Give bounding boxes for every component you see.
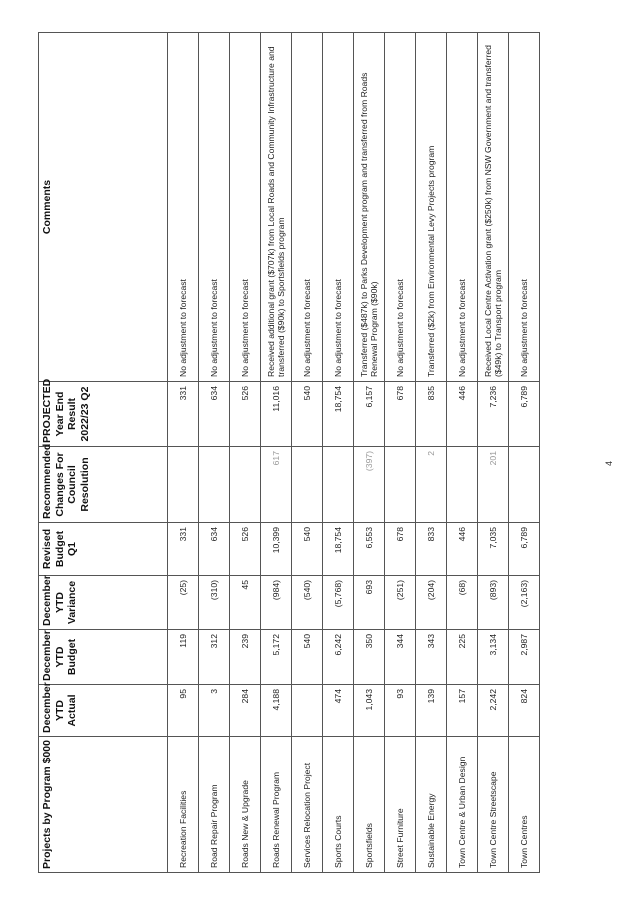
cell-recommended [230, 447, 261, 523]
header-ytd-actual: December YTD Actual [39, 685, 168, 737]
header-recommended: Recommended Changes For Council Resolution [39, 447, 168, 523]
cell-ytd-budget: 540 [292, 630, 323, 685]
cell-comments: No adjustment to forecast [509, 33, 540, 382]
cell-comments: Received additional grant ($707k) from Local Roads and Community Infrastructure and transferred ($90k) to Sportsfields program [261, 33, 292, 382]
cell-ytd-budget: 343 [416, 630, 447, 685]
cell-ytd-variance: (5,768) [323, 576, 354, 630]
header-comments: Comments [39, 33, 168, 382]
cell-ytd-actual: 284 [230, 685, 261, 737]
cell-ytd-variance: (893) [478, 576, 509, 630]
cell-projected: 540 [292, 382, 323, 447]
cell-comments: Transferred ($487k) to Parks Development program and transferred from Roads Renewal Program ($90k) [354, 33, 385, 382]
cell-ytd-variance: 45 [230, 576, 261, 630]
cell-recommended [385, 447, 416, 523]
cell-ytd-actual: 157 [447, 685, 478, 737]
cell-project: Sportsfields [354, 737, 385, 873]
cell-ytd-actual: 93 [385, 685, 416, 737]
cell-comments: No adjustment to forecast [230, 33, 261, 382]
cell-ytd-budget: 350 [354, 630, 385, 685]
cell-revised-budget: 7,035 [478, 523, 509, 576]
cell-project: Town Centres [509, 737, 540, 873]
cell-comments: Transferred ($2k) from Environmental Levy Projects program [416, 33, 447, 382]
cell-recommended: 201 [478, 447, 509, 523]
cell-ytd-actual: 95 [168, 685, 199, 737]
cell-projected: 835 [416, 382, 447, 447]
table-row [478, 33, 509, 873]
cell-recommended [199, 447, 230, 523]
cell-comments: Received Local Centre Activation grant ($250k) from NSW Government and transferred ($49k) to Transport program [478, 33, 509, 382]
cell-revised-budget: 526 [230, 523, 261, 576]
cell-revised-budget: 540 [292, 523, 323, 576]
cell-ytd-variance: (25) [168, 576, 199, 630]
cell-ytd-actual [292, 685, 323, 737]
cell-revised-budget: 634 [199, 523, 230, 576]
cell-comments: No adjustment to forecast [168, 33, 199, 382]
cell-recommended: 2 [416, 447, 447, 523]
cell-ytd-budget: 2,987 [509, 630, 540, 685]
cell-project: Roads New & Upgrade [230, 737, 261, 873]
header-projected: PROJECTED Year End Result 2022/23 Q2 [39, 382, 168, 447]
table-row [385, 33, 416, 873]
cell-revised-budget: 446 [447, 523, 478, 576]
cell-recommended [292, 447, 323, 523]
table-row [199, 33, 230, 873]
cell-ytd-budget: 239 [230, 630, 261, 685]
cell-projected: 446 [447, 382, 478, 447]
cell-comments: No adjustment to forecast [199, 33, 230, 382]
cell-comments: No adjustment to forecast [447, 33, 478, 382]
header-ytd-budget: December YTD Budget [39, 630, 168, 685]
cell-projected: 526 [230, 382, 261, 447]
cell-projected: 678 [385, 382, 416, 447]
cell-ytd-actual: 824 [509, 685, 540, 737]
cell-ytd-variance: (68) [447, 576, 478, 630]
cell-recommended [323, 447, 354, 523]
cell-ytd-variance: 693 [354, 576, 385, 630]
cell-ytd-variance: (2,163) [509, 576, 540, 630]
cell-recommended [168, 447, 199, 523]
cell-revised-budget: 678 [385, 523, 416, 576]
table-row [416, 33, 447, 873]
cell-ytd-variance: (251) [385, 576, 416, 630]
cell-project: Town Centre Streetscape [478, 737, 509, 873]
cell-ytd-actual: 474 [323, 685, 354, 737]
cell-project: Sustainable Energy [416, 737, 447, 873]
cell-projected: 7,236 [478, 382, 509, 447]
cell-ytd-budget: 344 [385, 630, 416, 685]
cell-recommended [509, 447, 540, 523]
cell-recommended: 617 [261, 447, 292, 523]
cell-project: Town Centre & Urban Design [447, 737, 478, 873]
cell-recommended: (397) [354, 447, 385, 523]
cell-recommended [447, 447, 478, 523]
cell-projected: 634 [199, 382, 230, 447]
cell-revised-budget: 10,399 [261, 523, 292, 576]
cell-ytd-budget: 3,134 [478, 630, 509, 685]
table-row [292, 33, 323, 873]
table-row [447, 33, 478, 873]
cell-ytd-variance: (984) [261, 576, 292, 630]
cell-ytd-budget: 6,242 [323, 630, 354, 685]
cell-ytd-variance: (310) [199, 576, 230, 630]
cell-project: Street Furniture [385, 737, 416, 873]
cell-projected: 6,157 [354, 382, 385, 447]
cell-ytd-budget: 5,172 [261, 630, 292, 685]
cell-projected: 6,789 [509, 382, 540, 447]
header-revised-budget: Revised Budget Q1 [39, 523, 168, 576]
budget-table [38, 32, 540, 873]
cell-project: Services Relocation Project [292, 737, 323, 873]
cell-revised-budget: 18,754 [323, 523, 354, 576]
table-row [354, 33, 385, 873]
cell-project: Road Repair Program [199, 737, 230, 873]
cell-ytd-actual: 3 [199, 685, 230, 737]
cell-revised-budget: 6,553 [354, 523, 385, 576]
cell-ytd-actual: 4,188 [261, 685, 292, 737]
cell-revised-budget: 833 [416, 523, 447, 576]
cell-project: Sports Courts [323, 737, 354, 873]
table-row [168, 33, 199, 873]
cell-projected: 11,016 [261, 382, 292, 447]
cell-ytd-budget: 312 [199, 630, 230, 685]
cell-project: Recreation Facilities [168, 737, 199, 873]
cell-ytd-actual: 1,043 [354, 685, 385, 737]
header-row [39, 33, 168, 873]
page-number: 4 [604, 460, 614, 466]
cell-projected: 331 [168, 382, 199, 447]
cell-ytd-budget: 119 [168, 630, 199, 685]
cell-project: Roads Renewal Program [261, 737, 292, 873]
cell-ytd-budget: 225 [447, 630, 478, 685]
cell-revised-budget: 6,789 [509, 523, 540, 576]
cell-comments: No adjustment to forecast [323, 33, 354, 382]
cell-comments: No adjustment to forecast [385, 33, 416, 382]
cell-comments: No adjustment to forecast [292, 33, 323, 382]
cell-projected: 18,754 [323, 382, 354, 447]
table-row [323, 33, 354, 873]
cell-revised-budget: 331 [168, 523, 199, 576]
cell-ytd-variance: (204) [416, 576, 447, 630]
header-project: Projects by Program $000 [39, 737, 168, 873]
table-row [509, 33, 540, 873]
table-row [261, 33, 292, 873]
header-ytd-variance: December YTD Variance [39, 576, 168, 630]
cell-ytd-actual: 139 [416, 685, 447, 737]
cell-ytd-actual: 2,242 [478, 685, 509, 737]
cell-ytd-variance: (540) [292, 576, 323, 630]
table-row [230, 33, 261, 873]
